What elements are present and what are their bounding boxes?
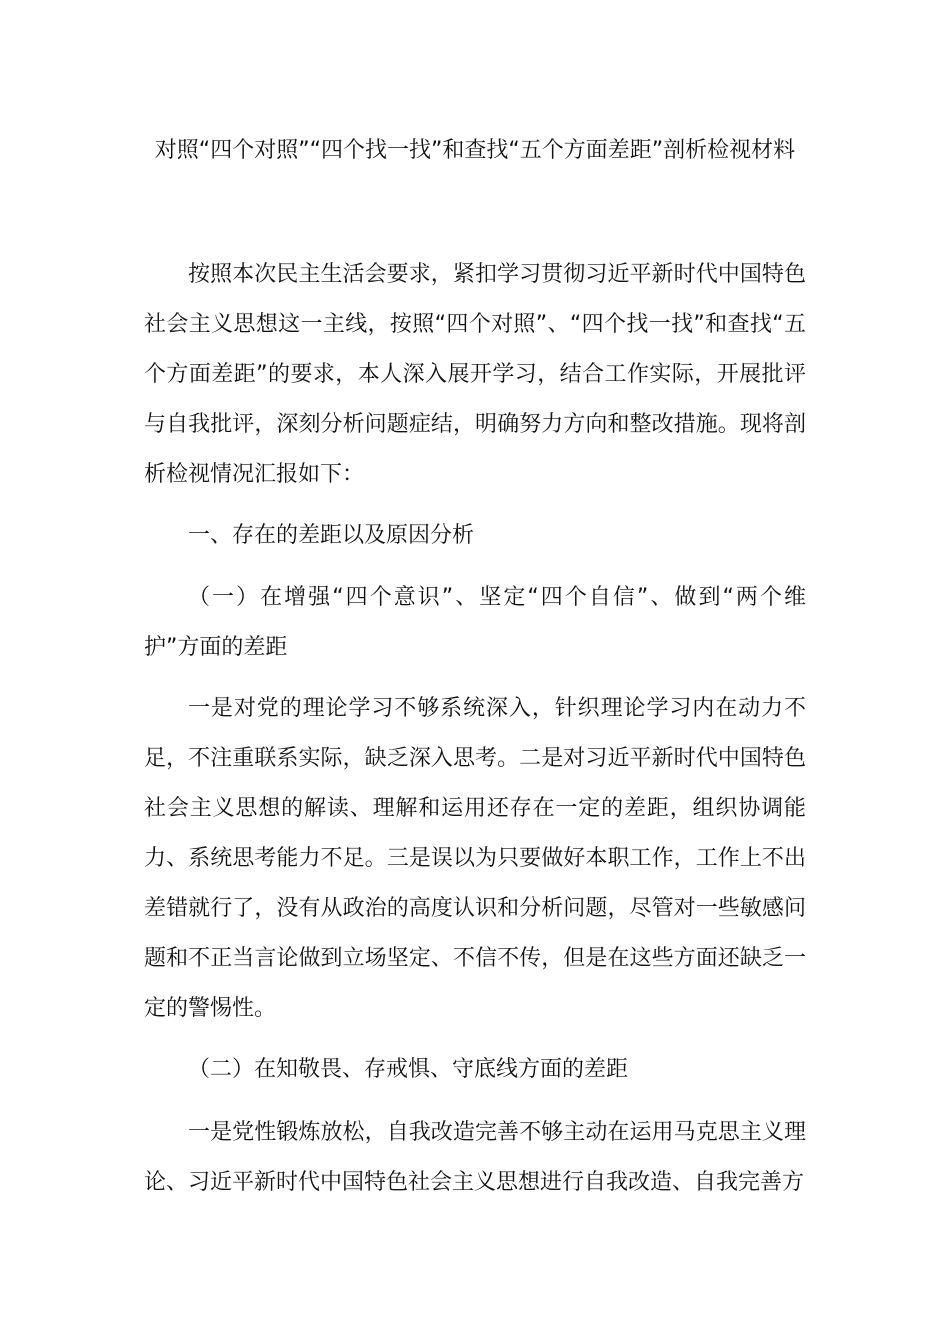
section-heading-1: 一、存在的差距以及原因分析 [188, 523, 475, 548]
subsection-heading-2: （二）在知敬畏、存戒惧、守底线方面的差距 [188, 1057, 629, 1082]
gap-paragraph-2: 一是党性锻炼放松，自我改造完善不够主动在运用马克思主义理论、习近平新时代中国特色社会主义思想进行自我改造、自我完善方 [144, 1120, 806, 1195]
gap-paragraph-1: 一是对党的理论学习不够系统深入，针织理论学习内在动力不足，不注重联系实际，缺乏深入思考。二是对习近平新时代中国特色社会主义思想的解读、理解和运用还存在一定的差距，组织协调能力、系统思考能力不足。三是误以为只要做好本职工作，工作上不出差错就行了，没有从政治的高度认识和分析问题，尽管对一些敏感问题和不正当言论做到立场坚定、不信不传，但是在这些方面还缺乏一定的警惕性。 [144, 696, 806, 1021]
document-title: 对照“四个对照”“四个找一找”和查找“五个方面差距”剖析检视材料 [154, 138, 796, 163]
intro-paragraph: 按照本次民主生活会要求，紧扣学习贯彻习近平新时代中国特色社会主义思想这一主线，按照“四个对照”、“四个找一找”和查找“五个方面差距”的要求，本人深入展开学习，结合工作实际，开展批评与自我批评，深刻分析问题症结，明确努力方向和整改措施。现将剖析检视情况汇报如下： [144, 262, 806, 487]
subsection-heading-1: （一）在增强“四个意识”、坚定“四个自信”、做到“两个维护”方面的差距 [144, 585, 806, 660]
